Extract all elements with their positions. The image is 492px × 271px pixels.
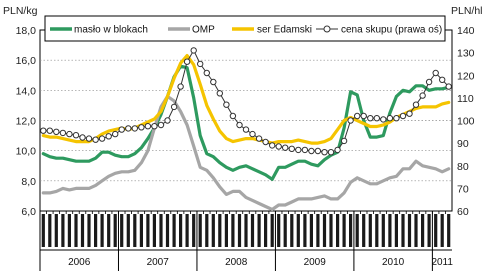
series-point-cena — [440, 77, 445, 82]
x-month-tick-label — [231, 214, 234, 247]
series-point-cena — [302, 147, 307, 152]
x-month-tick-label — [271, 214, 274, 247]
x-month-tick-label — [336, 214, 339, 247]
x-month-tick-label — [408, 214, 411, 247]
right-tick-label: 140 — [457, 25, 475, 37]
series-point-cena — [73, 133, 78, 138]
x-month-tick-label — [186, 214, 189, 247]
series-point-cena — [341, 138, 346, 143]
series-point-cena — [158, 122, 163, 127]
series-point-cena — [165, 118, 170, 123]
x-month-tick-label — [362, 214, 365, 247]
right-tick-label: 90 — [457, 138, 469, 151]
x-month-tick-label — [192, 214, 195, 247]
series-point-cena — [413, 102, 418, 107]
x-month-tick-label — [264, 214, 267, 247]
series-point-cena — [224, 102, 229, 107]
series-point-cena — [250, 131, 255, 136]
series-point-cena — [361, 113, 366, 118]
left-tick-label: 12,0 — [15, 115, 36, 128]
year-label: 2009 — [303, 257, 326, 268]
x-month-tick-label — [251, 214, 254, 247]
left-axis-tick-labels — [16, 25, 37, 218]
series-point-cena — [152, 124, 157, 129]
series-point-cena — [368, 116, 373, 121]
x-month-tick-label — [166, 214, 169, 247]
x-month-tick-label — [375, 214, 378, 247]
x-month-tick-label — [447, 214, 450, 247]
right-tick-label: 110 — [457, 92, 474, 105]
x-month-tick-label — [42, 214, 45, 247]
series-point-cena — [54, 129, 59, 134]
x-month-tick-label — [395, 214, 398, 247]
series-point-cena — [322, 150, 327, 155]
x-month-tick-label — [179, 214, 182, 247]
x-month-tick-label — [323, 214, 326, 247]
series-point-cena — [374, 116, 379, 121]
x-month-tick-label — [441, 214, 444, 247]
right-tick-label: 70 — [457, 183, 469, 196]
right-axis-unit-label: PLN/hl — [451, 5, 483, 17]
series-point-cena — [113, 131, 118, 136]
series-point-cena — [348, 118, 353, 123]
left-tick-label: 6,0 — [21, 206, 36, 218]
x-month-tick-label — [94, 214, 97, 247]
x-month-tick-label — [401, 214, 404, 247]
series-point-cena — [276, 144, 281, 149]
series-point-cena — [381, 117, 386, 122]
right-tick-label: 130 — [457, 47, 475, 60]
right-tick-label: 80 — [457, 160, 469, 173]
x-month-tick-label — [199, 214, 202, 247]
x-month-tick-label — [48, 214, 51, 247]
right-tick-label: 60 — [457, 206, 469, 218]
x-month-tick-label — [238, 214, 241, 247]
x-month-tick-label — [434, 214, 437, 247]
series-point-cena — [315, 148, 320, 153]
series-layer — [41, 48, 452, 210]
series-point-cena — [86, 136, 91, 141]
series-point-cena — [126, 126, 131, 131]
year-label: 2007 — [146, 257, 169, 268]
x-month-tick-label — [74, 214, 77, 247]
x-month-tick-label — [81, 214, 84, 247]
x-month-tick-label — [349, 214, 352, 247]
legend-swatch-cena-marker — [324, 26, 330, 32]
series-point-cena — [139, 125, 144, 130]
series-point-cena — [230, 113, 235, 118]
year-label: 2011 — [431, 257, 453, 268]
x-month-tick-label — [153, 214, 156, 247]
x-month-tick-label — [284, 214, 287, 247]
series-point-cena — [328, 150, 333, 155]
series-point-cena — [400, 113, 405, 118]
series-point-cena — [47, 128, 52, 133]
x-month-tick-label — [107, 214, 110, 247]
x-month-tick-label — [343, 214, 346, 247]
series-point-cena — [446, 84, 451, 89]
x-month-tick-label — [290, 214, 293, 247]
series-point-cena — [420, 93, 425, 98]
left-tick-label: 10,0 — [15, 145, 36, 158]
right-tick-label: 120 — [457, 70, 475, 83]
x-month-tick-label — [159, 214, 162, 247]
legend-label-cena: cena skupu (prawa oś) — [341, 24, 443, 36]
left-axis-unit-label: PLN/kg — [3, 5, 38, 17]
series-point-cena — [171, 104, 176, 109]
x-month-tick-label — [127, 214, 130, 247]
series-point-cena — [426, 79, 431, 84]
x-month-tick-label — [244, 214, 247, 247]
series-point-cena — [283, 145, 288, 150]
series-point-cena — [217, 91, 222, 96]
series-point-cena — [387, 116, 392, 121]
year-label: 2006 — [68, 257, 91, 268]
x-month-tick-label — [310, 214, 313, 247]
x-month-tick-label — [55, 214, 58, 247]
x-month-tick-label — [428, 214, 431, 247]
series-point-cena — [204, 70, 209, 75]
x-month-tick-label — [258, 214, 261, 247]
x-month-tick-label — [316, 214, 319, 247]
series-point-cena — [191, 48, 196, 53]
year-label: 2008 — [225, 257, 248, 268]
x-month-tick-label — [212, 214, 215, 247]
legend — [45, 16, 445, 41]
series-point-cena — [256, 136, 261, 141]
x-month-tick-label — [61, 214, 64, 247]
year-label: 2010 — [381, 257, 405, 268]
x-month-tick-label — [114, 214, 117, 247]
x-month-tick-label — [388, 214, 391, 247]
x-month-tick-label — [369, 214, 372, 247]
series-point-cena — [145, 124, 150, 129]
series-point-cena — [80, 135, 85, 140]
x-month-tick-label — [120, 214, 123, 247]
series-point-cena — [211, 79, 216, 84]
left-tick-label: 14,0 — [15, 85, 36, 98]
series-point-cena — [237, 122, 242, 127]
series-point-cena — [132, 126, 137, 131]
series-point-cena — [394, 116, 399, 121]
series-point-cena — [178, 84, 183, 89]
x-month-tick-label — [205, 214, 208, 247]
series-point-cena — [99, 136, 104, 141]
series-point-cena — [335, 147, 340, 152]
left-tick-label: 16,0 — [15, 55, 36, 68]
x-axis-year-labels — [68, 257, 453, 268]
x-month-tick-label — [133, 214, 136, 247]
series-point-cena — [407, 111, 412, 116]
x-month-tick-label — [329, 214, 332, 247]
right-tick-label: 100 — [457, 115, 475, 128]
x-month-tick-label — [140, 214, 143, 247]
legend-label-maslo: masło w blokach — [74, 24, 148, 36]
series-point-cena — [119, 127, 124, 132]
series-point-cena — [198, 61, 203, 66]
series-point-cena — [93, 137, 98, 142]
x-month-tick-label — [68, 214, 71, 247]
right-axis-tick-labels — [457, 25, 475, 218]
series-point-cena — [106, 134, 111, 139]
series-point-cena — [41, 128, 46, 133]
series-point-cena — [270, 143, 275, 148]
series-point-cena — [67, 131, 72, 136]
x-month-tick-label — [414, 214, 417, 247]
series-point-cena — [289, 146, 294, 151]
series-point-cena — [309, 148, 314, 153]
x-month-tick-label — [277, 214, 280, 247]
x-month-tick-label — [421, 214, 424, 247]
x-month-tick-label — [225, 214, 228, 247]
series-point-cena — [184, 59, 189, 64]
x-month-tick-label — [303, 214, 306, 247]
x-month-tick-label — [356, 214, 359, 247]
series-point-cena — [60, 130, 65, 135]
series-point-cena — [296, 147, 301, 152]
left-tick-label: 18,0 — [15, 25, 36, 37]
legend-label-ser: ser Edamski — [257, 24, 313, 36]
x-month-tick-label — [101, 214, 104, 247]
series-point-cena — [433, 70, 438, 75]
x-month-tick-label — [297, 214, 300, 247]
x-month-tick-label — [146, 214, 149, 247]
legend-label-omp: OMP — [192, 24, 215, 36]
x-month-tick-label — [382, 214, 385, 247]
x-month-tick-label — [173, 214, 176, 247]
x-month-tick-label — [87, 214, 90, 247]
series-point-cena — [263, 139, 268, 144]
series-point-cena — [243, 127, 248, 132]
x-month-tick-label — [218, 214, 221, 247]
left-tick-label: 8,0 — [21, 175, 36, 188]
series-point-cena — [355, 113, 360, 118]
